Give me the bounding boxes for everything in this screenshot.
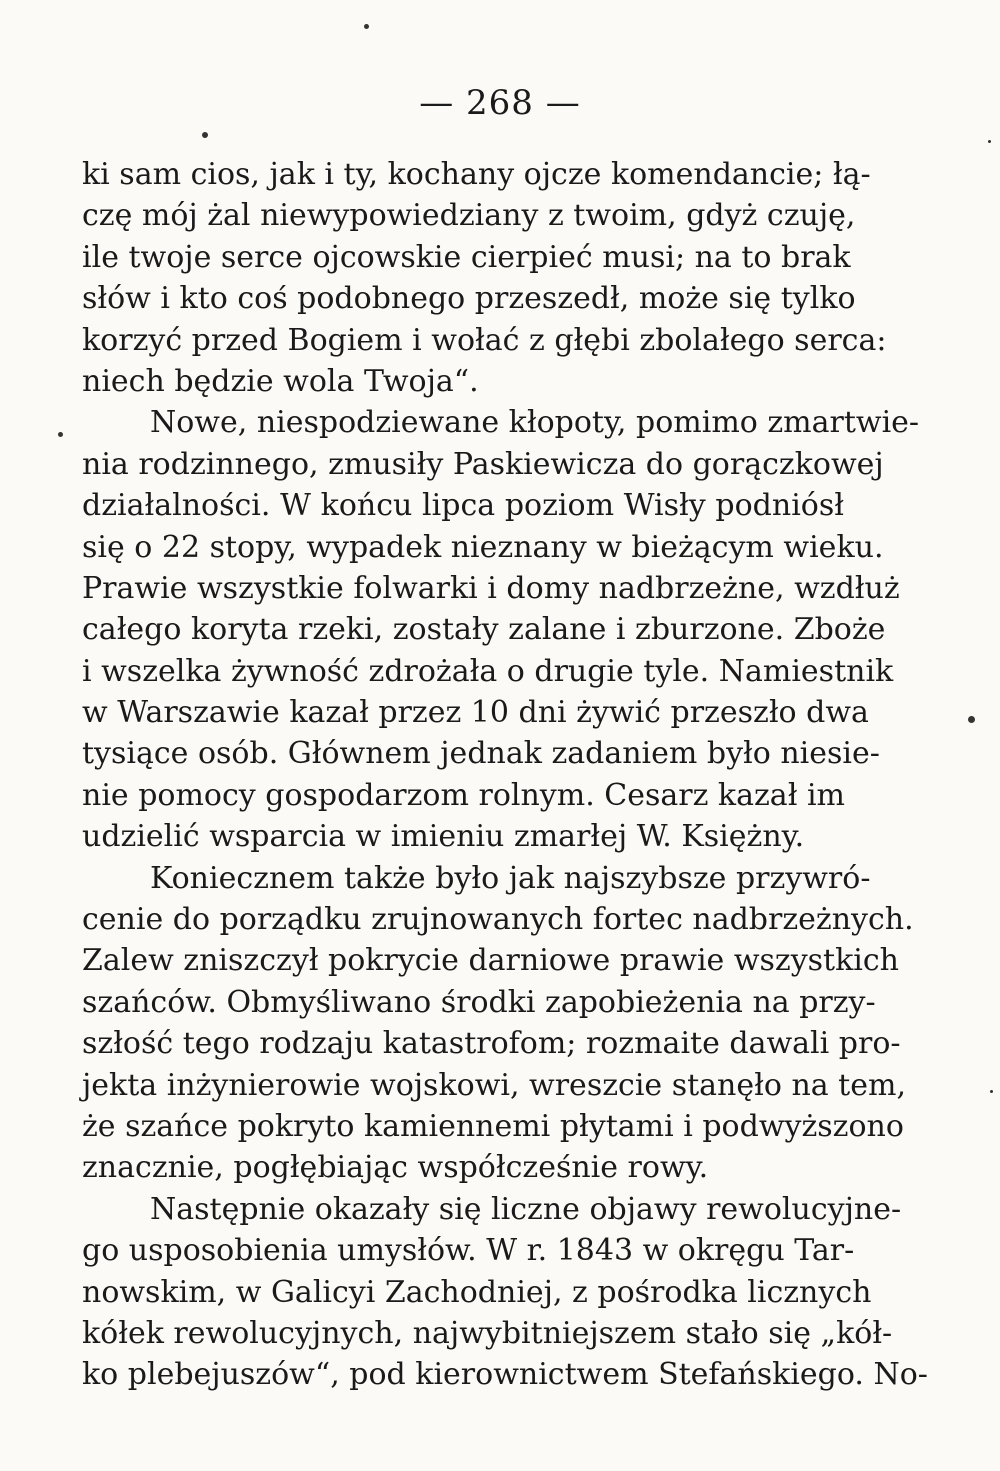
text-line: czę mój żal niewypowiedziany z twoim, gdyż czuję, xyxy=(82,198,856,234)
text-line: szańców. Obmyśliwano środki zapobieżenia na przy- xyxy=(82,984,876,1020)
text-line: że szańce pokryto kamiennemi płytami i podwyższono xyxy=(82,1108,904,1144)
text-line: i wszelka żywność zdrożała o drugie tyle. Namiestnik xyxy=(82,653,894,689)
paragraph-4 xyxy=(82,1189,928,1396)
text-line: słów i kto coś podobnego przeszedł, może się tylko xyxy=(82,281,856,317)
text-line: znacznie, pogłębiając współcześnie rowy. xyxy=(82,1150,709,1186)
text-line: całego koryta rzeki, zostały zalane i zburzone. Zboże xyxy=(82,612,886,648)
text-line: Nowe, niespodziewane kłopoty, pomimo zmartwie- xyxy=(150,405,920,441)
body-text xyxy=(82,154,928,1396)
text-line: jekta inżynierowie wojskowi, wreszcie stanęło na tem, xyxy=(82,1067,906,1103)
text-line: niech będzie wola Twoja“. xyxy=(82,363,479,399)
scan-speck xyxy=(968,716,975,723)
text-line: go usposobienia umysłów. W r. 1843 w okręgu Tar- xyxy=(82,1233,855,1269)
text-line: nia rodzinnego, zmusiły Paskiewicza do gorączkowej xyxy=(82,446,884,482)
scan-speck xyxy=(202,132,208,138)
text-line: cenie do porządku zrujnowanych fortec nadbrzeżnych. xyxy=(82,902,914,938)
text-line: Zalew zniszczył pokrycie darniowe prawie wszystkich xyxy=(82,943,900,979)
text-line: tysiące osób. Głównem jednak zadaniem było niesie- xyxy=(82,736,880,772)
paragraph-3 xyxy=(82,858,914,1189)
scan-speck xyxy=(58,432,63,437)
text-line: nie pomocy gospodarzom rolnym. Cesarz kazał im xyxy=(82,777,845,813)
text-line: nowskim, w Galicyi Zachodniej, z pośrodka licznych xyxy=(82,1274,872,1310)
text-line: się o 22 stopy, wypadek nieznany w bieżącym wieku. xyxy=(82,529,884,565)
text-line: kółek rewolucyjnych, najwybitniejszem stało się „kół- xyxy=(82,1315,893,1351)
text-line: ile twoje serce ojcowskie cierpieć musi; na to brak xyxy=(82,239,851,275)
text-line: korzyć przed Bogiem i wołać z głębi zbolałego serca: xyxy=(82,322,887,358)
text-line: ki sam cios, jak i ty, kochany ojcze komendancie; łą- xyxy=(82,157,871,192)
text-line: udzielić wsparcia w imieniu zmarłej W. Księżny. xyxy=(82,819,805,855)
text-line: w Warszawie kazał przez 10 dni żywić przeszło dwa xyxy=(82,695,869,731)
text-line: ko plebejuszów“, pod kierownictwem Stefańskiego. No- xyxy=(82,1357,928,1393)
page-number: — 268 — xyxy=(419,83,581,123)
paragraph-1 xyxy=(82,154,887,402)
text-line: Następnie okazały się liczne objawy rewolucyjne- xyxy=(150,1191,902,1227)
text-line: Prawie wszystkie folwarki i domy nadbrzeżne, wzdłuż xyxy=(82,570,900,606)
paragraph-2 xyxy=(82,402,920,857)
text-line: działalności. W końcu lipca poziom Wisły podniósł xyxy=(82,488,844,524)
scan-speck xyxy=(988,140,991,143)
text-line: szłość tego rodzaju katastrofom; rozmaite dawali pro- xyxy=(82,1026,901,1062)
scan-speck xyxy=(364,24,369,29)
text-line: Koniecznem także było jak najszybsze przywró- xyxy=(150,860,871,896)
scan-speck xyxy=(990,1090,993,1093)
